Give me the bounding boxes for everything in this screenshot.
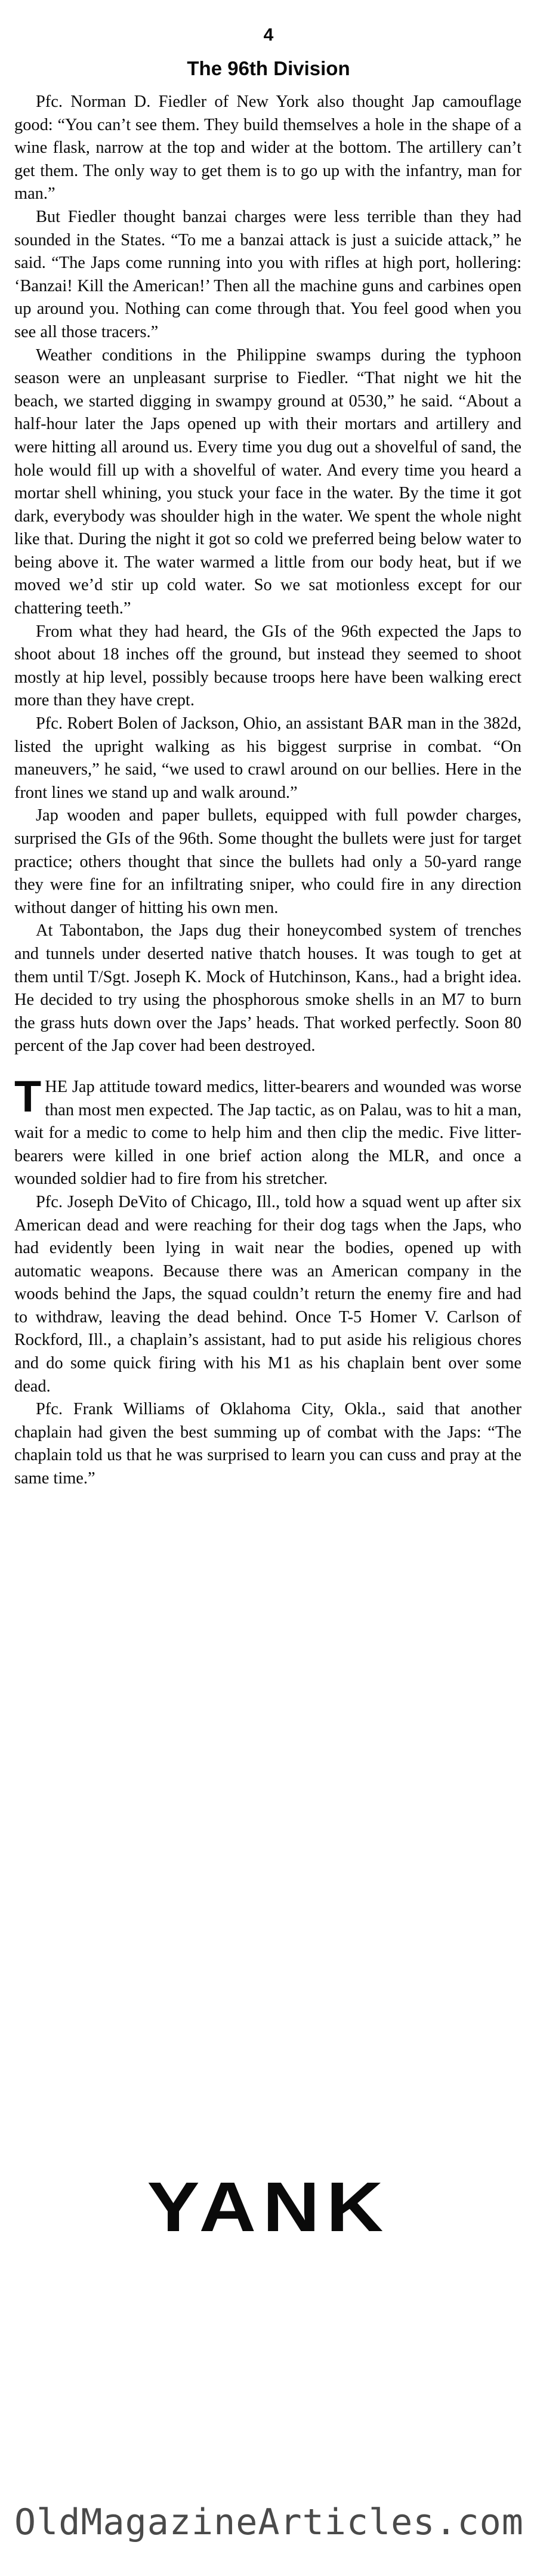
footer-site-credit: OldMagazineArticles.com <box>14 2501 524 2543</box>
drop-cap: T <box>14 1071 42 1121</box>
article-paragraph: At Tabontabon, the Japs dug their honeycombed system of trenches and tunnels under deserted native thatch houses. It was tough to get at them until T/Sgt. Joseph K. Mock of Hutchinson, Kans., had a bright idea. He decided to try using the phosphorous smoke shells in an M7 to burn the grass huts down over the Japs’ heads. That worked perfectly. Soon 80 percent of the Jap cover had been destroyed. <box>14 921 521 1056</box>
article-paragraph: Pfc. Robert Bolen of Jackson, Ohio, an assistant BAR man in the 382d, listed the upright walking as his biggest surprise in combat. “On maneuvers,” he said, “we used to crawl around on our bellies. Here in the front lines we stand up and walk around.” <box>14 714 521 802</box>
page-title: The 96th Division <box>187 57 350 79</box>
article-paragraph: But Fiedler thought banzai charges were less terrible than they had sounded in the States. “To me a banzai attack is just a suicide attack,” he said. “The Japs come running into you with rifles at high port, hollering: ‘Banzai! Kill the American!’ Then all the machine guns and carbines open up around you. Nothing can come through that. You feel good when you see all those tracers.” <box>14 207 521 341</box>
yank-masthead-logo: YANK <box>147 2168 390 2247</box>
article-paragraph: Pfc. Frank Williams of Oklahoma City, Okla., said that another chaplain had given the best summing up of combat with the Japs: “The chaplain told us that he was surprised to learn you can cuss and pray at the same time.” <box>14 1400 521 1488</box>
article-paragraph: From what they had heard, the GIs of the 96th expected the Japs to shoot about 18 inches off the ground, but instead they seemed to shoot mostly at hip level, possibly because troops here have been walking erect more than they have crept. <box>14 622 521 710</box>
section-break <box>14 1058 521 1076</box>
article-paragraph: Jap wooden and paper bullets, equipped with full powder charges, surprised the GIs of the 96th. Some thought the bullets were just for target practice; others thought that since the bullets had only a 50-yard range they were fine for an infiltrating sniper, who could fire in any direction without danger of hitting his own men. <box>14 806 521 917</box>
page-number: 4 <box>263 25 274 45</box>
article-paragraph-dropcap <box>14 1071 521 1191</box>
article-paragraph: Pfc. Norman D. Fiedler of New York also thought Jap camouflage good: “You can’t see them. They build themselves a hole in the shape of a wine flask, narrow at the top and wider at the bottom. The artillery can’t get them. The only way to get them is to go up with the infantry, man for man.” <box>14 92 521 203</box>
article-body <box>14 91 521 1491</box>
article-paragraph: Weather conditions in the Philippine swamps during the typhoon season were an unpleasant surprise to Fiedler. “That night we hit the beach, we started digging in swampy ground at 0530,” he said. “About a half-hour later the Japs opened up with their mortars and artillery and were hitting all around us. Every time you dug out a shovelful of sand, the hole would fill up with a shovelful of water. And every time you heard a mortar shell whining, you stuck your face in the water. By the time it got dark, everybody was shoulder high in the water. We spent the whole night like that. During the night it got so cold we preferred being below water to being above it. The water warmed a little from our body heat, but if we moved we’d stir up cold water. So we sat motionless except for our chattering teeth.” <box>14 345 521 618</box>
dropcap-paragraph-text: HE Jap attitude toward medics, litter-bearers and wounded was worse than most men expected. The Jap tactic, as on Palau, was to hit a man, wait for a medic to come to help him and then clip the medic. Five litter-bearers were killed in one brief action along the MLR, and once a wounded soldier had to fire from his stretcher. <box>14 1077 521 1189</box>
article-paragraph: Pfc. Joseph DeVito of Chicago, Ill., told how a squad went up after six American dead and were reaching for their dog tags when the Japs, who had evidently been lying in wait near the bodies, opened up with automatic weapons. Because there was an American company in the woods behind the Japs, the squad couldn’t return the enemy fire and had to withdraw, leaving the dead behind. Once T-5 Homer V. Carlson of Rockford, Ill., a chaplain’s assistant, had to put aside his religious chores and do some quick firing with his M1 as his chaplain bent over some dead. <box>14 1192 521 1396</box>
